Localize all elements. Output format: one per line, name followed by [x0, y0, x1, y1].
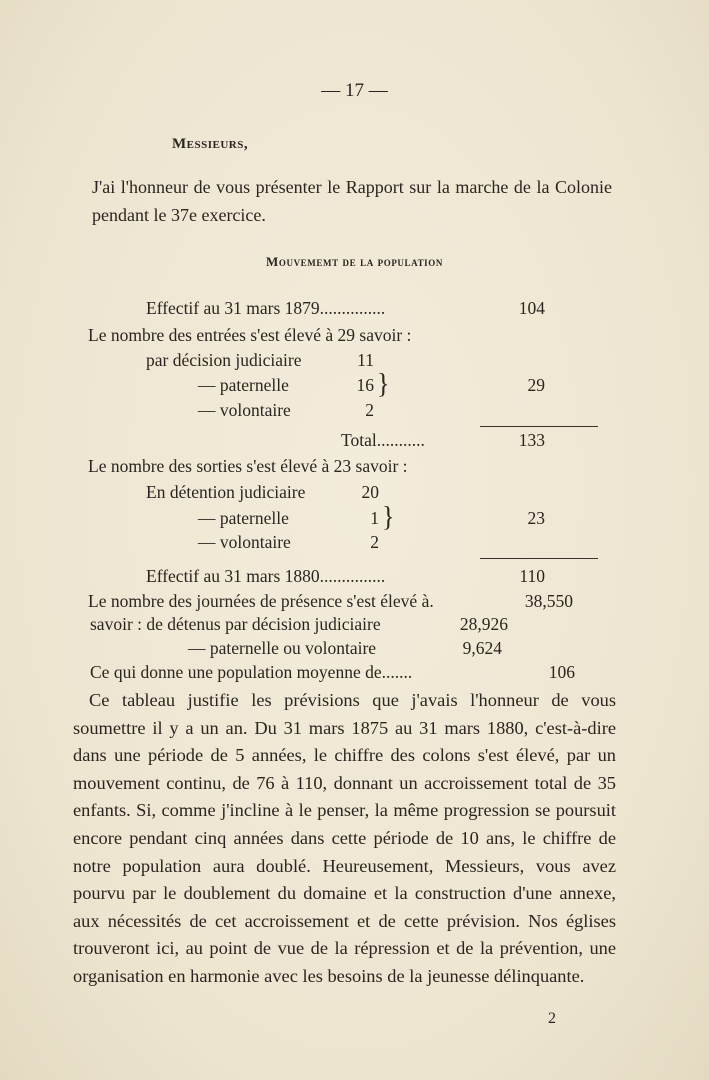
page-number: — 17 —	[321, 80, 388, 101]
journees-judiciaire-value: 28,926	[459, 614, 508, 634]
total-label: Total	[341, 430, 377, 450]
sortie-judiciaire-label: En détention judiciaire	[146, 482, 306, 502]
total-row	[341, 430, 425, 451]
salutation: Messieurs,	[172, 136, 249, 152]
sorties-brace: }	[382, 500, 395, 533]
entree-volontaire-value: 2	[365, 400, 374, 420]
entrees-intro: Le nombre des entrées s'est élevé à 29 savoir :	[88, 325, 412, 345]
journees-label: Le nombre des journées de présence s'est élevé à.	[88, 591, 434, 611]
sorties-intro: Le nombre des sorties s'est élevé à 23 savoir :	[88, 456, 408, 476]
sortie-judiciaire-value: 20	[361, 482, 379, 502]
journees-value: 38,550	[524, 591, 573, 611]
body-paragraph-text: Ce tableau justifie les prévisions que j'avais l'honneur de vous soumettre il y a un an. Du 31 mars 1875 au 31 mars 1880, c'est-à-dire dans une période de 5 années, le chiffre des colons s'est élevé, par un mouvement continu, de 76 à 110, donnant un accroissement total de 35 enfants. Si, comme j'incline à le penser, la même progression se poursuit encore pendant cinq années dans cette période de 10 ans, le chiffre de notre population aura doublé. Heureusement, Messieurs, vous avez pourvu par le doublement du domaine et la construction d'une annexe, aux nécessités de cet accroissement et de cette prévision. Nos églises trouveront ici, au point de vue de la répression et de la prévention, une organisation en harmonie avec les besoins de la jeunesse délinquante.	[73, 690, 616, 986]
body-paragraph	[73, 687, 616, 991]
section-heading: Mouvememt de la population	[266, 254, 443, 269]
sortie-volontaire-value: 2	[370, 532, 379, 552]
journees-paternelle-value: 9,624	[462, 638, 502, 658]
moyenne-value: 106	[548, 662, 575, 682]
journees-paternelle-label: — paternelle ou volontaire	[188, 638, 377, 658]
entrees-brace: }	[377, 367, 390, 400]
intro-paragraph: J'ai l'honneur de vous présenter le Rapport sur la marche de la Colonie pendant le 37e exercice.	[92, 177, 612, 225]
effectif-rule	[480, 558, 598, 559]
sorties-total: 23	[527, 508, 545, 528]
effectif-1880-row	[146, 566, 385, 587]
effectif-1879-value: 104	[518, 298, 545, 318]
effectif-1879-label: Effectif au 31 mars 1879	[146, 298, 320, 318]
signature-mark: 2	[548, 1010, 556, 1027]
entree-paternelle-value: 16	[356, 375, 374, 395]
entree-paternelle-label: — paternelle	[198, 375, 289, 395]
total-dots: ...........	[376, 430, 425, 450]
moyenne-label: Ce qui donne une population moyenne de.......	[90, 662, 413, 682]
effectif-1879-row	[146, 298, 385, 319]
effectif-1880-value: 110	[519, 566, 545, 586]
entree-judiciaire-value: 11	[357, 350, 374, 370]
total-value: 133	[518, 430, 545, 450]
sortie-volontaire-label: — volontaire	[198, 532, 291, 552]
journees-judiciaire-label: savoir : de détenus par décision judiciaire	[90, 614, 381, 634]
entrees-total: 29	[527, 375, 545, 395]
sortie-paternelle-value: 1	[370, 508, 379, 528]
sortie-paternelle-label: — paternelle	[198, 508, 289, 528]
total-rule	[480, 426, 598, 427]
effectif-1879-dots: ...............	[319, 298, 386, 318]
effectif-1880-dots: ...............	[319, 566, 386, 586]
entree-volontaire-label: — volontaire	[198, 400, 291, 420]
effectif-1880-label: Effectif au 31 mars 1880	[146, 566, 320, 586]
entree-judiciaire-label: par décision judiciaire	[146, 350, 302, 370]
